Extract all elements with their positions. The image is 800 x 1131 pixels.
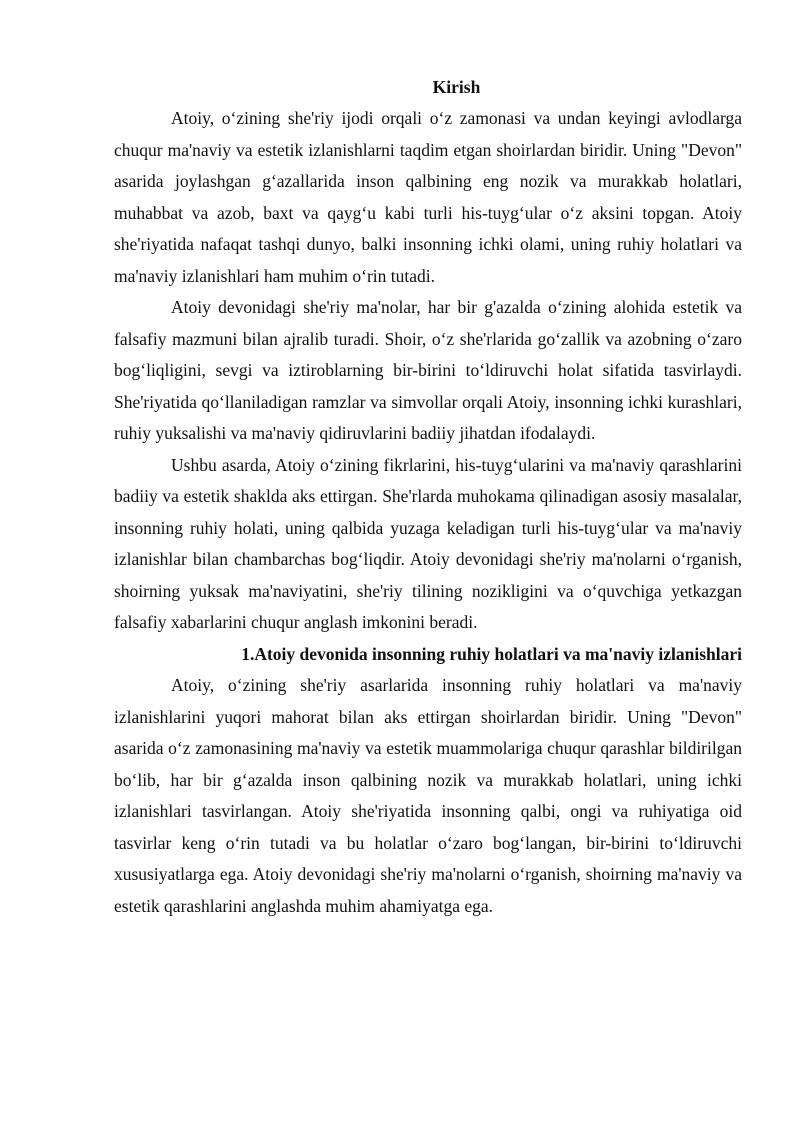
- document-page: [114, 72, 742, 922]
- intro-paragraph-3: Ushbu asarda, Atoiy oʻzining fikrlarini, his-tuygʻularini va ma'naviy qarashlarini badiiy va estetik shaklda aks ettirgan. She'rlarda muhokama qilinadigan asosiy masalalar, insonning ruhiy holati, uning qalbida yuzaga keladigan turli his-tuygʻular va ma'naviy izlanishlar bilan chambarchas bogʻliqdir. Atoiy devonidagi she'riy ma'nolarni oʻrganish, shoirning yuksak ma'naviyatini, she'riy tilining nozikligini va oʻquvchiga yetkazgan falsafiy xabarlarini chuqur anglash imkonini beradi.: [114, 454, 742, 632]
- intro-paragraph-2: Atoiy devonidagi she'riy ma'nolar, har bir g'azalda oʻzining alohida estetik va falsafiy mazmuni bilan ajralib turadi. Shoir, oʻz she'rlarida goʻzallik va azobning oʻzaro bogʻliqligini, sevgi va iztiroblarning bir-birini toʻldiruvchi holat sifatida tasvirlaydi. She'riyatida qoʻllaniladigan ramzlar va simvollar orqali Atoiy, insonning ichki kurashlari, ruhiy yuksalishi va ma'naviy qidiruvlarini badiiy jihatdan ifodalaydi.: [114, 297, 742, 443]
- section-heading: 1.Atoiy devonida insonning ruhiy holatlari va ma'naviy izlanishlari: [241, 643, 742, 664]
- intro-paragraph-1: Atoiy, oʻzining she'riy ijodi orqali oʻz zamonasi va undan keyingi avlodlarga chuqur ma'naviy va estetik izlanishlarni taqdim etgan shoirlardan biridir. Uning "Devon" asarida joylashgan gʻazallarida inson qalbining eng nozik va murakkab holatlari, muhabbat va azob, baxt va qaygʻu kabi turli his-tuygʻular oʻz aksini topgan. Atoiy she'riyatida nafaqat tashqi dunyo, balki insonning ichki olami, uning ruhiy holatlari va ma'naviy izlanishlari ham muhim oʻrin tutadi.: [114, 108, 742, 286]
- document-title: Kirish: [432, 77, 481, 97]
- section-paragraph-1: Atoiy, oʻzining she'riy asarlarida insonning ruhiy holatlari va ma'naviy izlanishlarini yuqori mahorat bilan aks ettirgan shoirlardan biridir. Uning "Devon" asarida oʻz zamonasining ma'naviy va estetik muammolariga chuqur qarashlar bildirilgan boʻlib, har bir gʻazalda inson qalbining nozik va murakkab holatlari, uning ichki izlanishlari tasvirlangan. Atoiy she'riyatida insonning qalbi, ongi va ruhiyatiga oid tasvirlar keng oʻrin tutadi va bu holatlar oʻzaro bogʻlangan, bir-birini toʻldiruvchi xususiyatlarga ega. Atoiy devonidagi she'riy ma'nolarni oʻrganish, shoirning ma'naviy va estetik qarashlarini anglashda muhim ahamiyatga ega.: [114, 675, 742, 916]
